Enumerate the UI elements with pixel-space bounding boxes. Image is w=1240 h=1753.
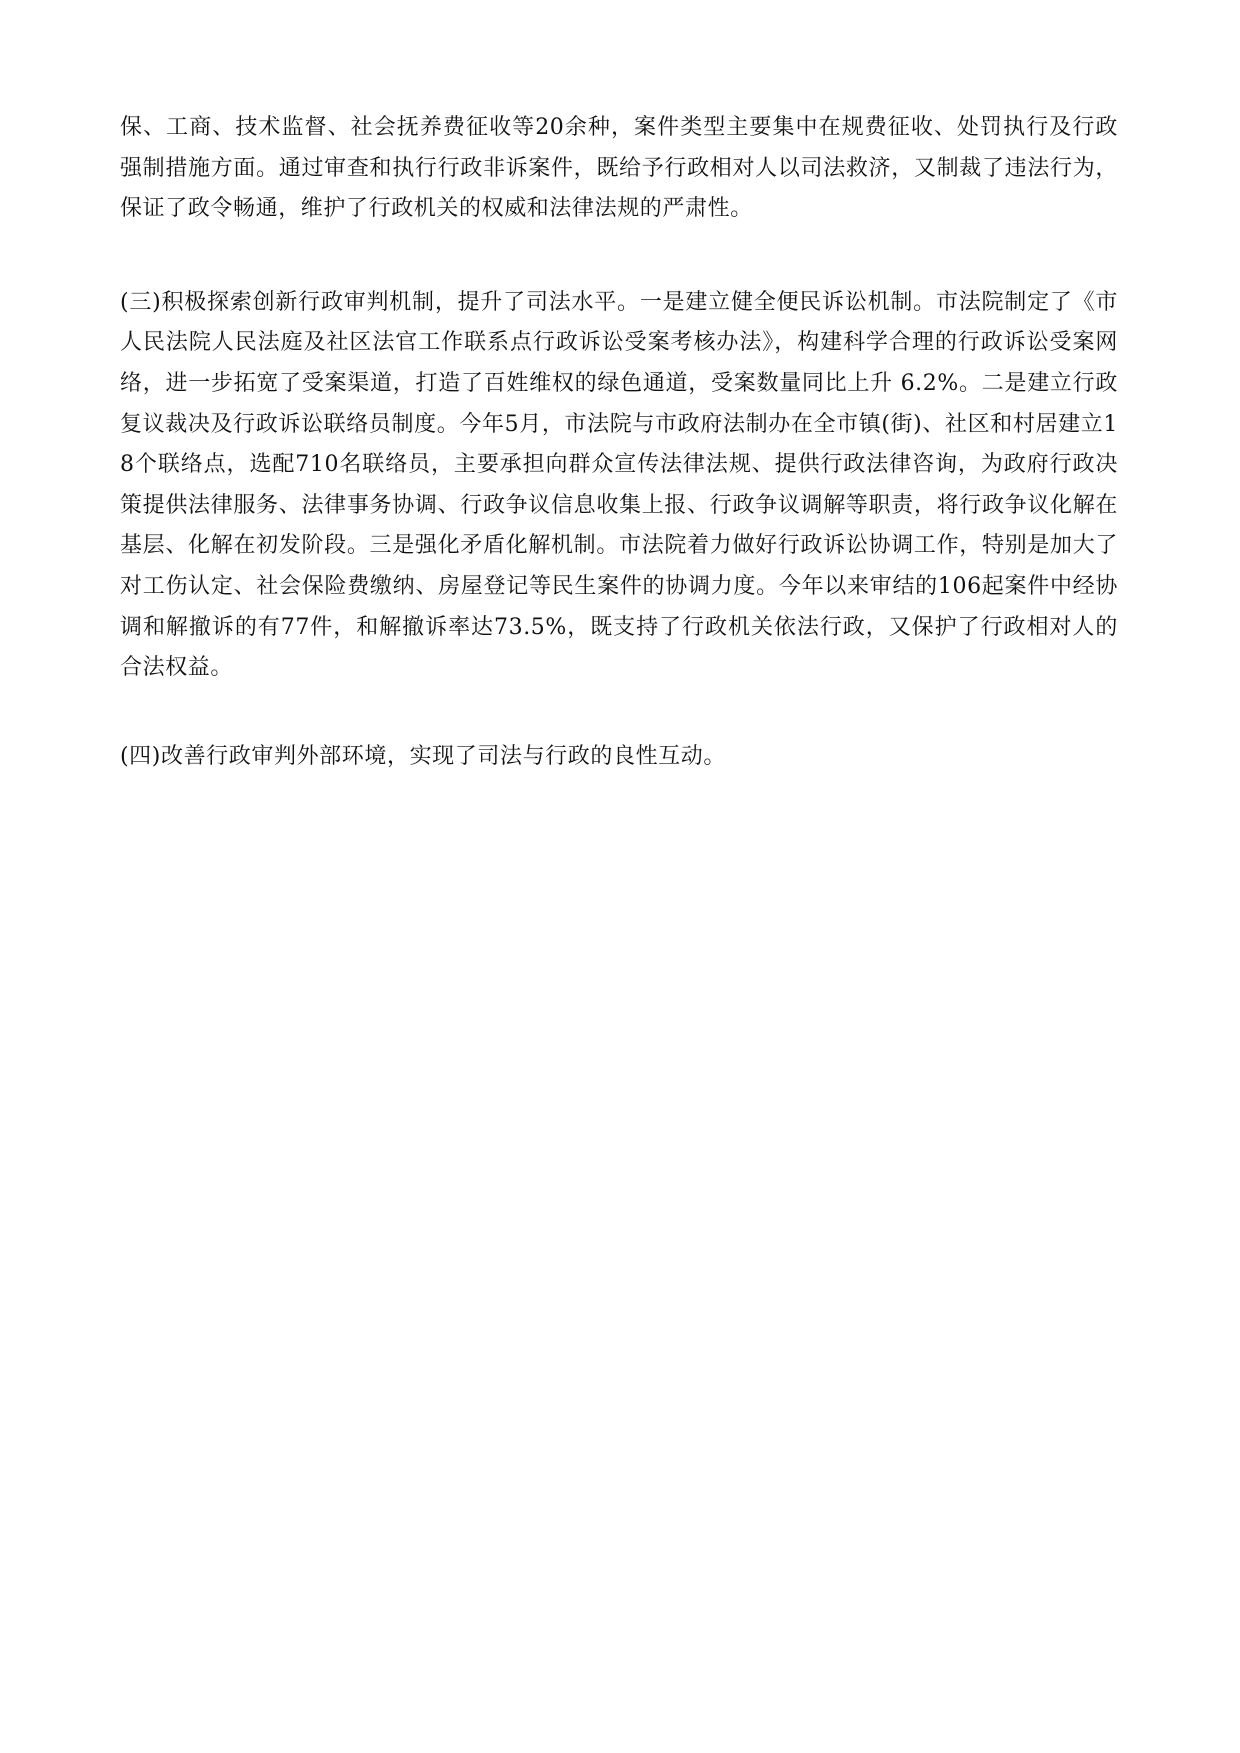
document-body — [120, 108, 1118, 777]
paragraph-2: (三)积极探索创新行政审判机制，提升了司法水平。一是建立健全便民诉讼机制。市法院制定了《市人民法院人民法庭及社区法官工作联系点行政诉讼受案考核办法》，构建科学合理的行政诉讼受案网络，进一步拓宽了受案渠道，打造了百姓维权的绿色通道，受案数量同比上升 6.2%。二是建立行政复议裁决及行政诉讼联络员制度。今年5月，市法院与市政府法制办在全市镇(街)、社区和村居建立18个联络点，选配710名联络员，主要承担向群众宣传法律法规、提供行政法律咨询，为政府行政决策提供法律服务、法律事务协调、行政争议信息收集上报、行政争议调解等职责，将行政争议化解在基层、化解在初发阶段。三是强化矛盾化解机制。市法院着力做好行政诉讼协调工作，特别是加大了对工伤认定、社会保险费缴纳、房屋登记等民生案件的协调力度。今年以来审结的106起案件中经协调和解撤诉的有77件，和解撤诉率达73.5%，既支持了行政机关依法行政，又保护了行政相对人的合法权益。 — [120, 289, 1118, 681]
paragraph-1: 保、工商、技术监督、社会抚养费征收等20余种，案件类型主要集中在规费征收、处罚执行及行政强制措施方面。通过审查和执行行政非诉案件，既给予行政相对人以司法救济，又制裁了违法行为，保证了政令畅通，维护了行政机关的权威和法律法规的严肃性。 — [120, 115, 1118, 222]
paragraph-3: (四)改善行政审判外部环境，实现了司法与行政的良性互动。 — [120, 743, 726, 769]
